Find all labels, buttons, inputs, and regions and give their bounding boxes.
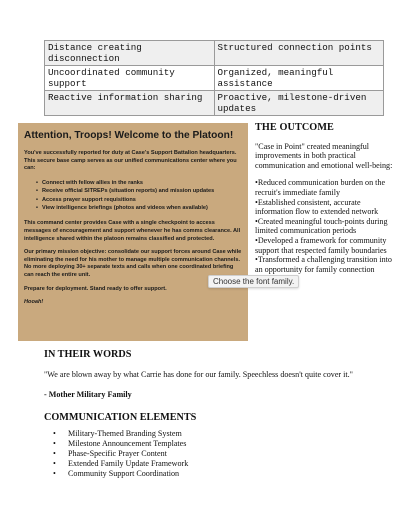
list-item: • Receive official SITREPs (situation reports) and mission updates <box>36 187 242 195</box>
list-item: • Military-Themed Branding System <box>53 429 394 439</box>
table-row <box>45 41 384 66</box>
list-item: • Connect with fellow allies in the ranks <box>36 179 242 187</box>
list-item: • Extended Family Update Framework <box>53 459 394 469</box>
comparison-table <box>44 40 384 116</box>
outcome-heading: THE OUTCOME <box>255 122 334 133</box>
list-item: • Access prayer support requisitions <box>36 196 242 204</box>
table-cell-problem: Reactive information sharing <box>45 91 215 116</box>
outcome-bullet: •Transformed a challenging transition into an opportunity for family connection <box>255 255 392 274</box>
list-item: • View intelligence briefings (photos and videos when available) <box>36 204 242 212</box>
table-cell-solution: Organized, meaningful assistance <box>214 66 384 91</box>
card-bullet-list <box>36 179 242 213</box>
card-title: Attention, Troops! Welcome to the Platoon! <box>24 130 234 141</box>
card-paragraph: Our primary mission objective: consolidate our support forces around Case while eliminating the need for his mother to manage multiple communication channels. No more deploying 30+ separate texts and calls when one coordinated briefing can reach the entire unit. <box>24 249 242 278</box>
outcome-bullet: •Established consistent, accurate information flow to extended network <box>255 197 379 217</box>
card-intro: You've successfully reported for duty at Case's Support Battalion headquarters. This secure base camp serves as our unified communications center where you can: <box>24 150 237 172</box>
list-item: • Community Support Coordination <box>53 469 394 479</box>
outcome-bullet: •Reduced communication burden on the recruit's immediate family <box>255 178 386 197</box>
outcome-bullet: •Developed a framework for community support that respected family boundaries <box>255 235 387 255</box>
font-family-tooltip: Choose the font family. <box>208 275 299 288</box>
list-item: • Milestone Announcement Templates <box>53 439 394 449</box>
testimonial-and-elements <box>44 349 394 479</box>
list-item: • Phase-Specific Prayer Content <box>53 449 394 459</box>
table-row <box>45 91 384 116</box>
welcome-message-card <box>18 123 248 341</box>
table-cell-problem: Distance creating disconnection <box>45 41 215 66</box>
elements-list <box>53 429 394 479</box>
table-cell-solution: Proactive, milestone-driven updates <box>214 91 384 116</box>
testimonial-heading: IN THEIR WORDS <box>44 349 132 360</box>
testimonial-attribution: - Mother Military Family <box>44 390 132 399</box>
outcome-bullet: •Created meaningful touch-points during limited communication periods <box>255 216 388 236</box>
card-paragraph: This command center provides Case with a single checkpoint to access messages of encouragement and support whenever he has comms clearance. All intelligence shared within the platoon remains classified and protected. <box>24 220 241 242</box>
testimonial-quote: "We are blown away by what Carrie has done for our family. Speechless doesn't quite cover it." <box>44 370 353 379</box>
table-cell-problem: Uncoordinated community support <box>45 66 215 91</box>
table-row <box>45 66 384 91</box>
table-cell-solution: Structured connection points <box>214 41 384 66</box>
outcome-section <box>255 123 393 274</box>
outcome-intro: "Case in Point" created meaningful improvements in both practical communication and emotional well-being: <box>255 141 393 170</box>
card-signoff: Hooah! <box>24 299 44 306</box>
elements-heading: COMMUNICATION ELEMENTS <box>44 412 197 423</box>
card-paragraph: Prepare for deployment. Stand ready to offer support. <box>24 285 167 292</box>
